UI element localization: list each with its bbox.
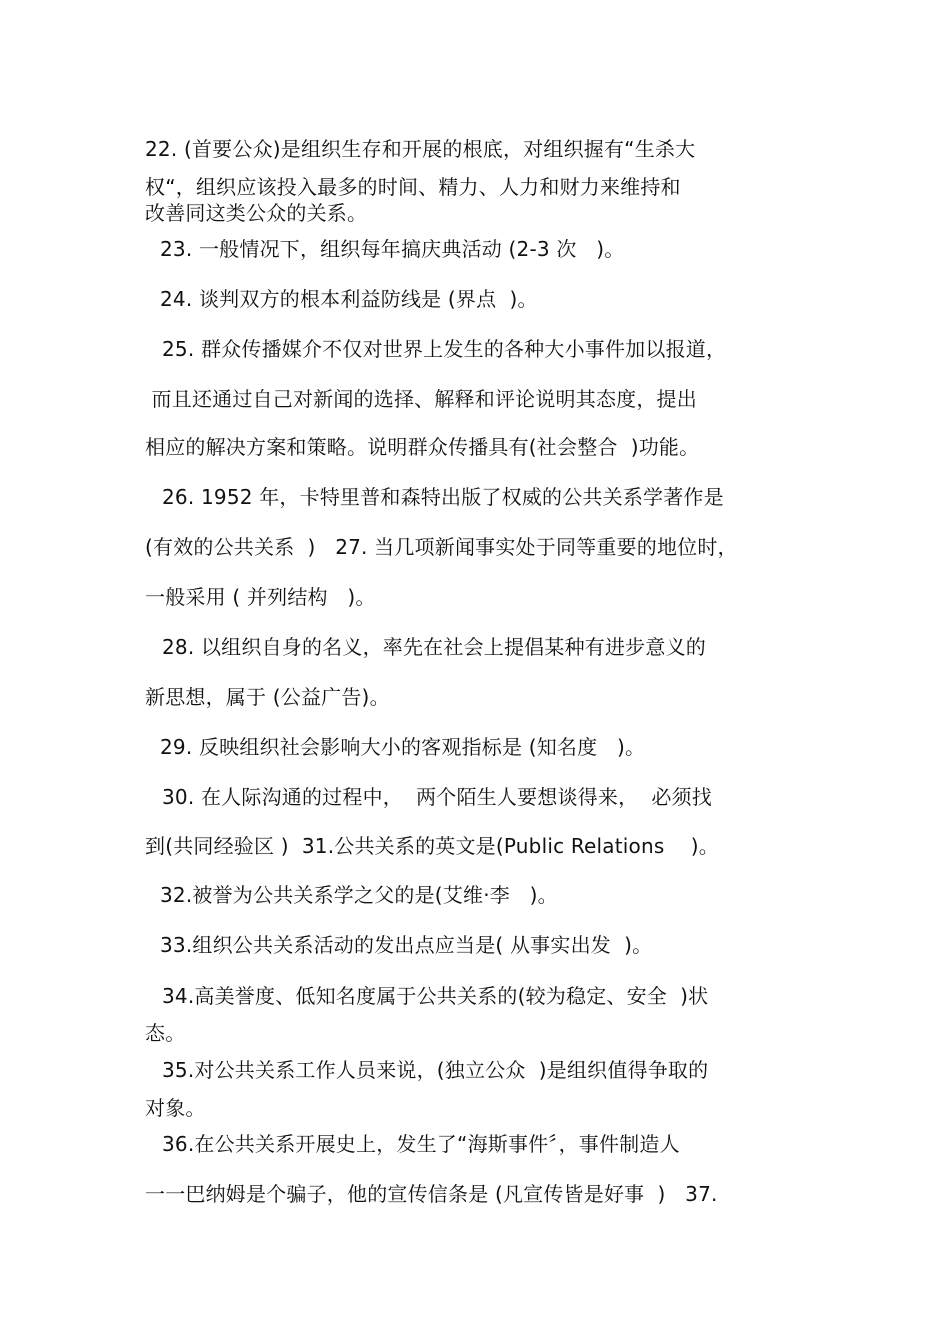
text-line: 一一巴纳姆是个骗子，他的宣传信条是 (凡宣传皆是好事 ) 37. (145, 1182, 718, 1206)
text-line: 33.组织公共关系活动的发出点应当是( 从事实出发 )。 (160, 933, 653, 957)
text-line: 而且还通过自己对新闻的选择、解释和评论说明其态度，提出 (145, 387, 697, 411)
text-line: 权“，组织应该投入最多的时间、精力、人力和财力来维持和 (145, 175, 681, 199)
text-line: 一般采用 ( 并列结构 )。 (145, 585, 376, 609)
text-line: 36.在公共关系开展史上，发生了“海斯事件〞，事件制造人 (162, 1132, 680, 1156)
text-line: 30. 在人际沟通的过程中， 两个陌生人要想谈得来， 必须找 (162, 785, 712, 809)
text-line: 28. 以组织自身的名义，率先在社会上提倡某种有进步意义的 (162, 635, 706, 659)
text-line: 32.被誉为公共关系学之父的是(艾维·李 )。 (160, 883, 558, 907)
text-line: 相应的解决方案和策略。说明群众传播具有(社会整合 )功能。 (145, 435, 700, 459)
text-line: 26. 1952 年，卡特里普和森特出版了权威的公共关系学著作是 (162, 485, 724, 509)
text-line: 态。 (145, 1021, 186, 1045)
text-line: (有效的公共关系 ) 27. 当几项新闻事实处于同等重要的地位时， (145, 535, 738, 559)
text-line: 34.高美誉度、低知名度属于公共关系的(较为稳定、安全 )状 (162, 984, 709, 1008)
text-line: 25. 群众传播媒介不仅对世界上发生的各种大小事件加以报道， (162, 337, 727, 361)
text-line: 对象。 (145, 1096, 206, 1120)
text-line: 到(共同经验区 ) 31.公共关系的英文是(Public Relations )。 (145, 834, 719, 858)
text-line: 新思想，属于 (公益广告)。 (145, 685, 390, 709)
text-line: 29. 反映组织社会影响大小的客观指标是 (知名度 )。 (160, 735, 646, 759)
text-line: 改善同这类公众的关系。 (145, 201, 368, 225)
text-line: 22. (首要公众)是组织生存和开展的根底，对组织握有“生杀大 (145, 137, 696, 161)
text-line: 24. 谈判双方的根本利益防线是 (界点 )。 (160, 287, 538, 311)
text-line: 23. 一般情况下，组织每年搞庆典活动 (2-3 次 )。 (160, 237, 625, 261)
text-line: 35.对公共关系工作人员来说，(独立公众 )是组织值得争取的 (162, 1058, 709, 1082)
